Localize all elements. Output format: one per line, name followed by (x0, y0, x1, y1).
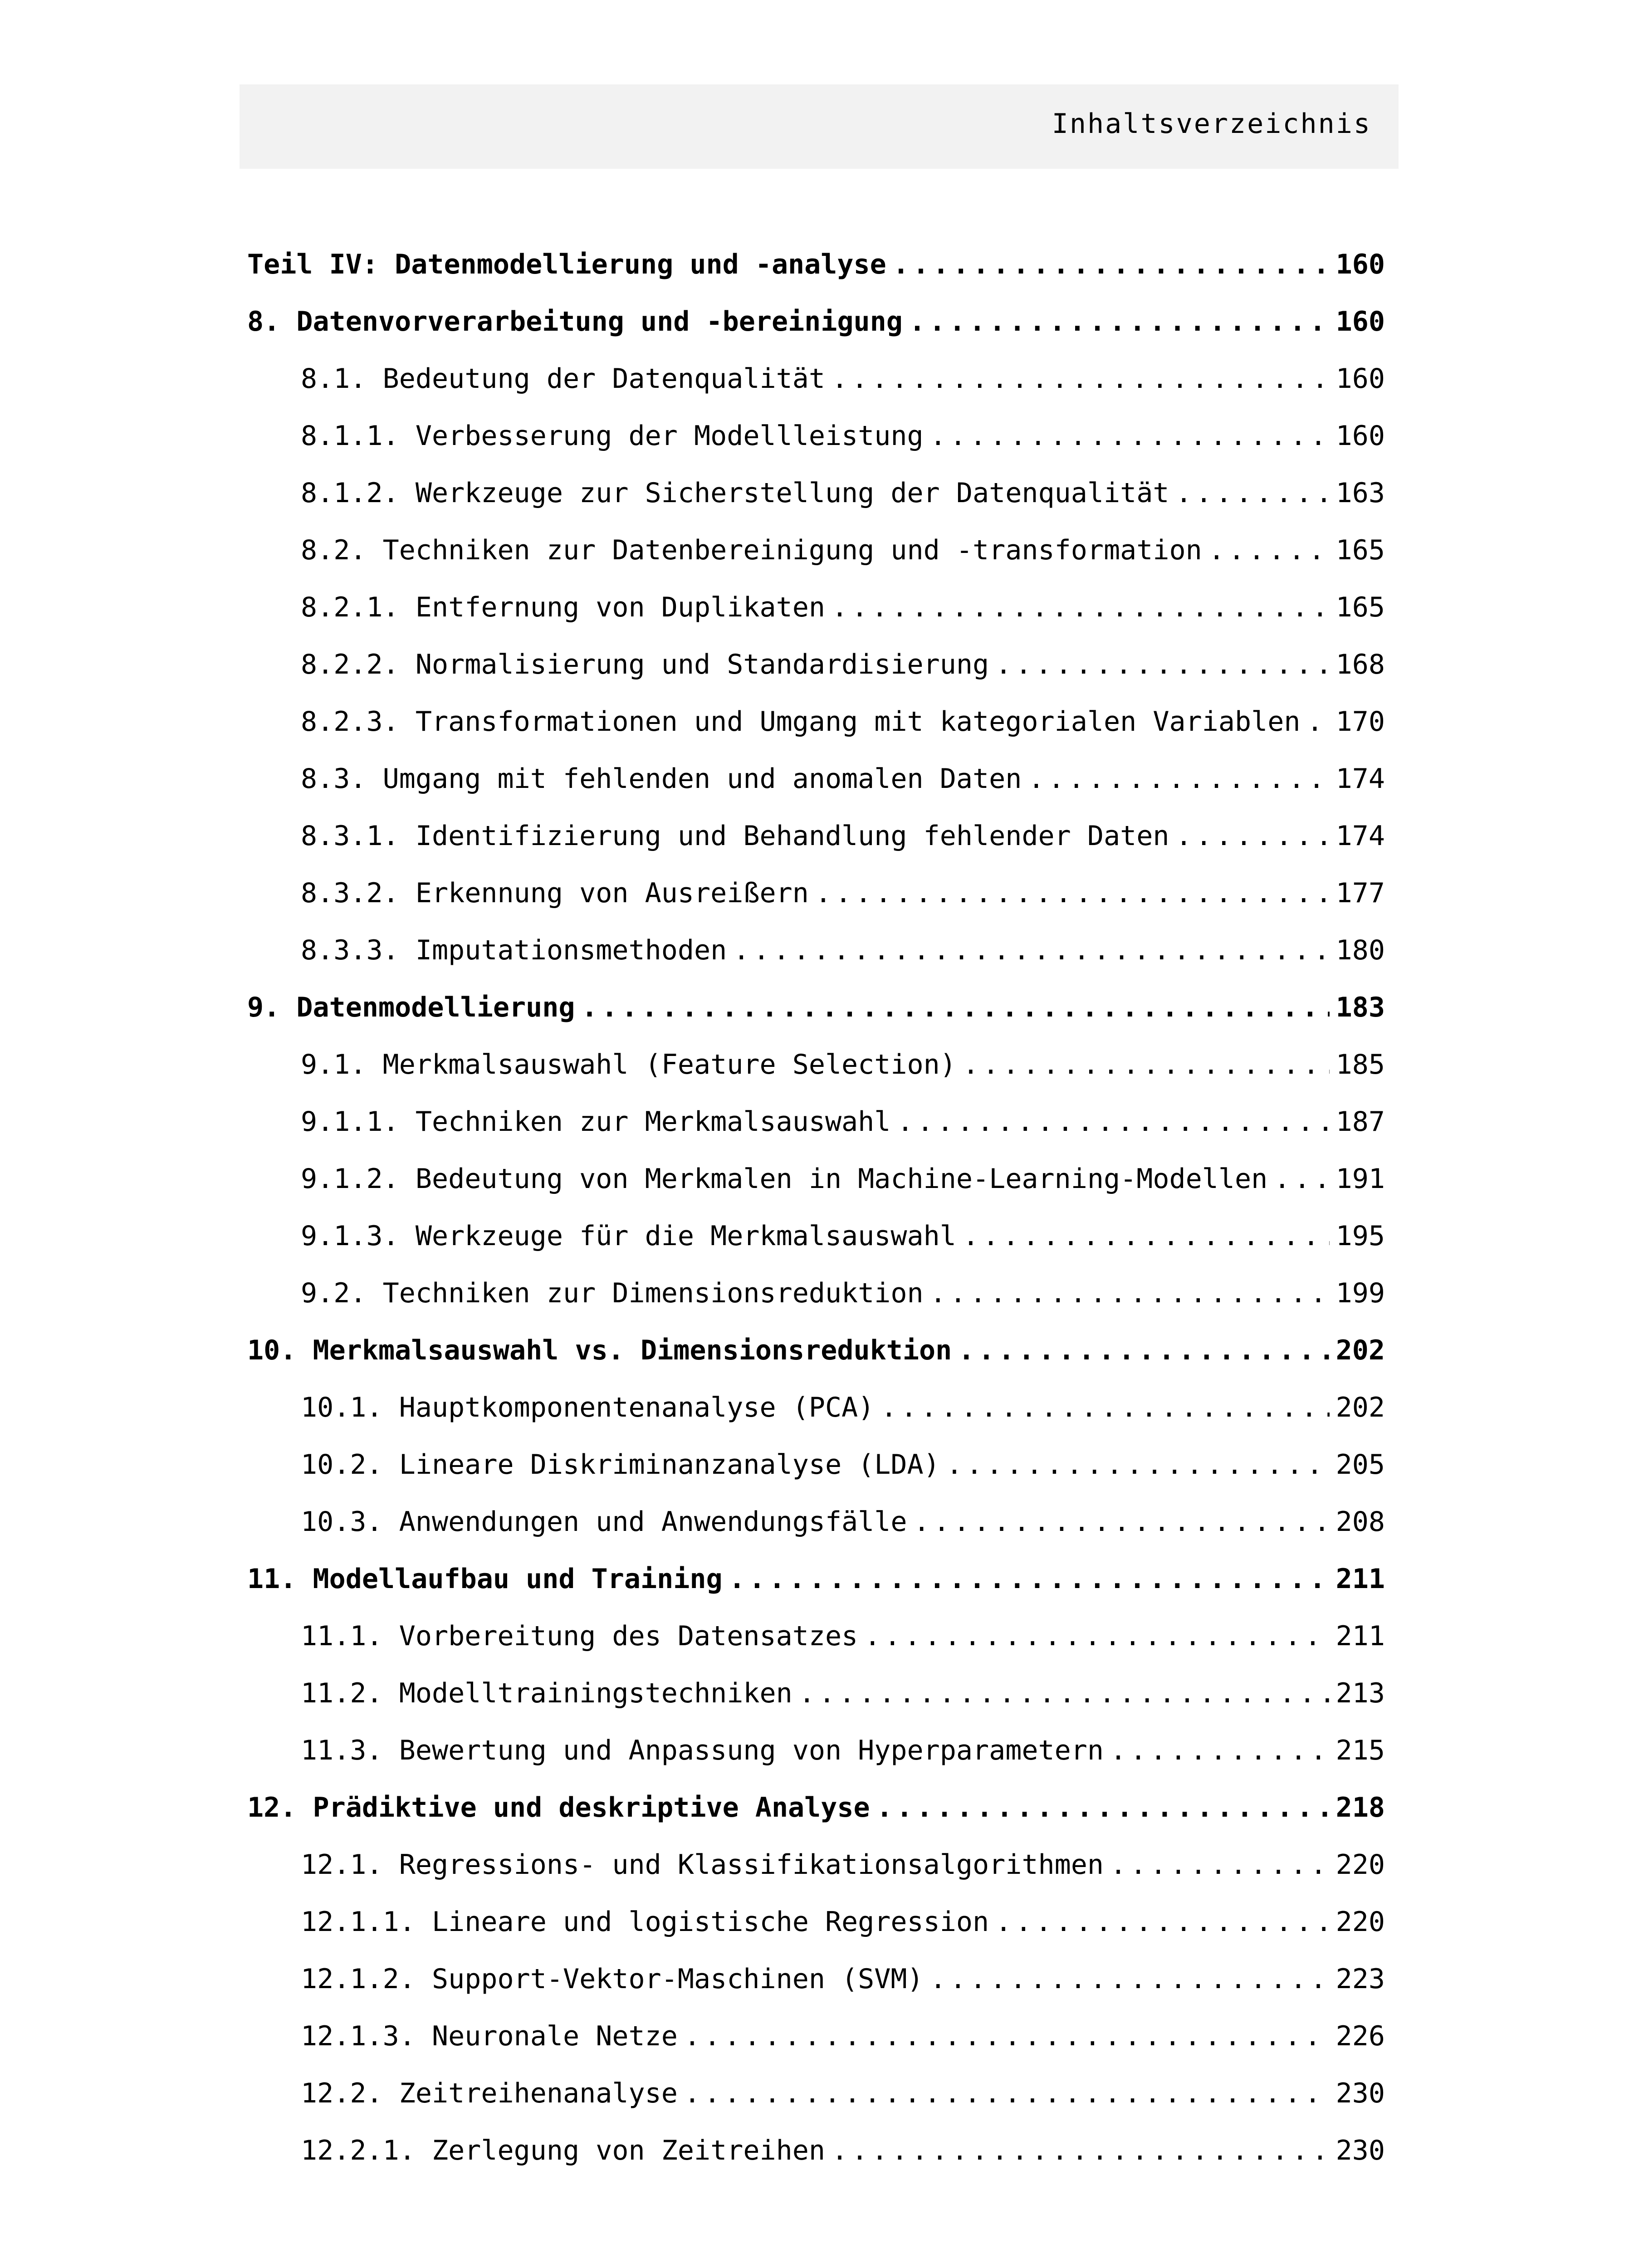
toc-entry-page: 180 (1335, 934, 1385, 966)
toc-chapter-entry[interactable] (247, 240, 1385, 298)
toc-section-entry[interactable] (247, 1383, 1385, 1441)
dot-leader (930, 1955, 1330, 2003)
toc-entry-title: 10.3. Anwendungen und Anwendungsfälle (301, 1506, 907, 1538)
toc-entry-page: 191 (1335, 1163, 1385, 1195)
toc-entry-page: 177 (1335, 877, 1385, 909)
toc-section-entry[interactable] (247, 1155, 1385, 1212)
toc-entry-title: 8.1.1. Verbesserung der Modellleistung (301, 420, 924, 452)
toc-entry-page: 183 (1335, 992, 1385, 1023)
toc-entry-title: 8.1.2. Werkzeuge zur Sicherstellung der Datenqualität (301, 477, 1169, 509)
toc-entry-page: 199 (1335, 1277, 1385, 1309)
toc-section-entry[interactable] (247, 2069, 1385, 2126)
dot-leader (963, 1212, 1330, 1260)
toc-entry-title: 9.1.1. Techniken zur Merkmalsauswahl (301, 1106, 891, 1138)
toc-section-entry[interactable] (247, 1498, 1385, 1555)
toc-entry-page: 220 (1335, 1906, 1385, 1938)
dot-leader (930, 1269, 1330, 1317)
dot-leader (832, 583, 1330, 631)
toc-entry-title: 8.2.1. Entfernung von Duplikaten (301, 591, 825, 623)
toc-section-entry[interactable] (247, 698, 1385, 755)
toc-entry-title: 9.2. Techniken zur Dimensionsreduktion (301, 1277, 924, 1309)
toc-section-entry[interactable] (247, 1955, 1385, 2012)
toc-entry-title: 8.2.2. Normalisierung und Standardisierung (301, 649, 989, 680)
toc-chapter-entry[interactable] (247, 1326, 1385, 1383)
toc-entry-page: 202 (1335, 1334, 1385, 1366)
toc-section-entry[interactable] (247, 1041, 1385, 1098)
toc-entry-title: 8.2. Techniken zur Datenbereinigung und -transformation (301, 534, 1202, 566)
dot-leader (815, 869, 1330, 917)
toc-entry-page: 165 (1335, 534, 1385, 566)
running-head-title: Inhaltsverzeichnis (1052, 108, 1371, 140)
toc-entry-page: 205 (1335, 1449, 1385, 1481)
toc-entry-title: Teil IV: Datenmodellierung und -analyse (247, 249, 886, 280)
toc-entry-title: 11. Modellaufbau und Training (247, 1563, 723, 1595)
toc-section-entry[interactable] (247, 1212, 1385, 1269)
dot-leader (832, 2126, 1330, 2175)
toc-entry-title: 9.1.2. Bedeutung von Merkmalen in Machine-Learning-Modellen (301, 1163, 1268, 1195)
toc-entry-page: 230 (1335, 2077, 1385, 2109)
toc-section-entry[interactable] (247, 355, 1385, 412)
toc-entry-title: 12.2.1. Zerlegung von Zeitreihen (301, 2135, 825, 2166)
toc-entry-title: 11.1. Vorbereitung des Datensatzes (301, 1620, 858, 1652)
toc-section-entry[interactable] (247, 755, 1385, 812)
toc-section-entry[interactable] (247, 1669, 1385, 1726)
toc-entry-title: 8.2.3. Transformationen und Umgang mit kategorialen Variablen (301, 706, 1301, 738)
dot-leader (958, 1326, 1329, 1374)
toc-entry-title: 8.3.2. Erkennung von Ausreißern (301, 877, 809, 909)
toc-chapter-entry[interactable] (247, 298, 1385, 355)
toc-entry-title: 12.1.3. Neuronale Netze (301, 2020, 678, 2052)
dot-leader (893, 240, 1330, 288)
toc-entry-title: 11.2. Modelltrainingstechniken (301, 1677, 792, 1709)
toc-entry-title: 9.1.3. Werkzeuge für die Merkmalsauswahl (301, 1220, 956, 1252)
toc-section-entry[interactable] (247, 412, 1385, 469)
toc-section-entry[interactable] (247, 1898, 1385, 1955)
dot-leader (995, 640, 1329, 689)
toc-entry-page: 220 (1335, 1849, 1385, 1881)
toc-entry-page: 160 (1335, 420, 1385, 452)
toc-entry-title: 9. Datenmodellierung (247, 992, 575, 1023)
toc-entry-page: 187 (1335, 1106, 1385, 1138)
toc-section-entry[interactable] (247, 2012, 1385, 2069)
toc-entry-title: 10.2. Lineare Diskriminanzanalyse (LDA) (301, 1449, 940, 1481)
toc-section-entry[interactable] (247, 583, 1385, 640)
toc-section-entry[interactable] (247, 812, 1385, 869)
toc-section-entry[interactable] (247, 1612, 1385, 1669)
toc-entry-title: 8.3.1. Identifizierung und Behandlung fehlender Daten (301, 820, 1169, 852)
dot-leader (1274, 1155, 1329, 1203)
toc-entry-page: 208 (1335, 1506, 1385, 1538)
toc-chapter-entry[interactable] (247, 983, 1385, 1041)
dot-leader (1110, 1841, 1330, 1889)
toc-entry-title: 8.1. Bedeutung der Datenqualität (301, 363, 825, 395)
toc-entry-title: 11.3. Bewertung und Anpassung von Hyperparametern (301, 1735, 1104, 1766)
toc-entry-page: 170 (1335, 706, 1385, 738)
toc-entry-title: 9.1. Merkmalsauswahl (Feature Selection) (301, 1049, 956, 1080)
toc-entry-page: 174 (1335, 763, 1385, 795)
toc-entry-page: 165 (1335, 591, 1385, 623)
toc-entry-title: 12. Prädiktive und deskriptive Analyse (247, 1792, 870, 1823)
toc-entry-page: 160 (1335, 249, 1385, 280)
toc-section-entry[interactable] (247, 1726, 1385, 1784)
toc-section-entry[interactable] (247, 1841, 1385, 1898)
toc-entry-page: 168 (1335, 649, 1385, 680)
toc-entry-page: 215 (1335, 1735, 1385, 1766)
toc-entry-page: 160 (1335, 306, 1385, 337)
dot-leader (1028, 755, 1329, 803)
toc-entry-title: 12.2. Zeitreihenanalyse (301, 2077, 678, 2109)
toc-entry-title: 8. Datenvorverarbeitung und -bereinigung (247, 306, 903, 337)
dot-leader (1307, 698, 1330, 746)
table-of-contents (247, 240, 1385, 2184)
toc-entry-page: 160 (1335, 363, 1385, 395)
toc-entry-page: 211 (1335, 1620, 1385, 1652)
toc-section-entry[interactable] (247, 926, 1385, 983)
toc-entry-title: 8.3. Umgang mit fehlenden und anomalen Daten (301, 763, 1022, 795)
dot-leader (909, 298, 1330, 346)
toc-entry-page: 163 (1335, 477, 1385, 509)
toc-section-entry[interactable] (247, 1098, 1385, 1155)
dot-leader (995, 1898, 1329, 1946)
dot-leader (963, 1041, 1330, 1089)
dot-leader (876, 1784, 1330, 1832)
dot-leader (881, 1383, 1329, 1432)
toc-section-entry[interactable] (247, 2126, 1385, 2184)
toc-entry-page: 223 (1335, 1963, 1385, 1995)
toc-entry-title: 12.1.2. Support-Vektor-Maschinen (SVM) (301, 1963, 924, 1995)
toc-entry-page: 230 (1335, 2135, 1385, 2166)
dot-leader (914, 1498, 1330, 1546)
dot-leader (930, 412, 1330, 460)
dot-leader (864, 1612, 1329, 1660)
toc-entry-page: 211 (1335, 1563, 1385, 1595)
toc-entry-title: 8.3.3. Imputationsmethoden (301, 934, 727, 966)
dot-leader (1176, 812, 1330, 860)
toc-section-entry[interactable] (247, 469, 1385, 526)
dot-leader (684, 2012, 1330, 2060)
dot-leader (832, 355, 1330, 403)
toc-entry-title: 12.1.1. Lineare und logistische Regression (301, 1906, 989, 1938)
dot-leader (581, 983, 1329, 1031)
dot-leader (799, 1669, 1330, 1717)
dot-leader (729, 1555, 1330, 1603)
toc-entry-title: 10. Merkmalsauswahl vs. Dimensionsreduktion (247, 1334, 952, 1366)
toc-chapter-entry[interactable] (247, 1784, 1385, 1841)
dot-leader (733, 926, 1329, 974)
toc-entry-title: 10.1. Hauptkomponentenanalyse (PCA) (301, 1392, 875, 1423)
dot-leader (1208, 526, 1330, 574)
toc-entry-page: 174 (1335, 820, 1385, 852)
toc-chapter-entry[interactable] (247, 1555, 1385, 1612)
toc-section-entry[interactable] (247, 640, 1385, 698)
toc-entry-page: 226 (1335, 2020, 1385, 2052)
dot-leader (1110, 1726, 1330, 1774)
toc-section-entry[interactable] (247, 1269, 1385, 1326)
toc-section-entry[interactable] (247, 869, 1385, 926)
dot-leader (1176, 469, 1330, 517)
toc-entry-page: 202 (1335, 1392, 1385, 1423)
dot-leader (897, 1098, 1329, 1146)
toc-section-entry[interactable] (247, 526, 1385, 583)
toc-entry-page: 213 (1335, 1677, 1385, 1709)
running-header (240, 84, 1399, 169)
toc-entry-title: 12.1. Regressions- und Klassifikationsalgorithmen (301, 1849, 1104, 1881)
dot-leader (946, 1441, 1330, 1489)
toc-entry-page: 218 (1335, 1792, 1385, 1823)
toc-section-entry[interactable] (247, 1441, 1385, 1498)
dot-leader (684, 2069, 1330, 2117)
toc-entry-page: 185 (1335, 1049, 1385, 1080)
toc-entry-page: 195 (1335, 1220, 1385, 1252)
